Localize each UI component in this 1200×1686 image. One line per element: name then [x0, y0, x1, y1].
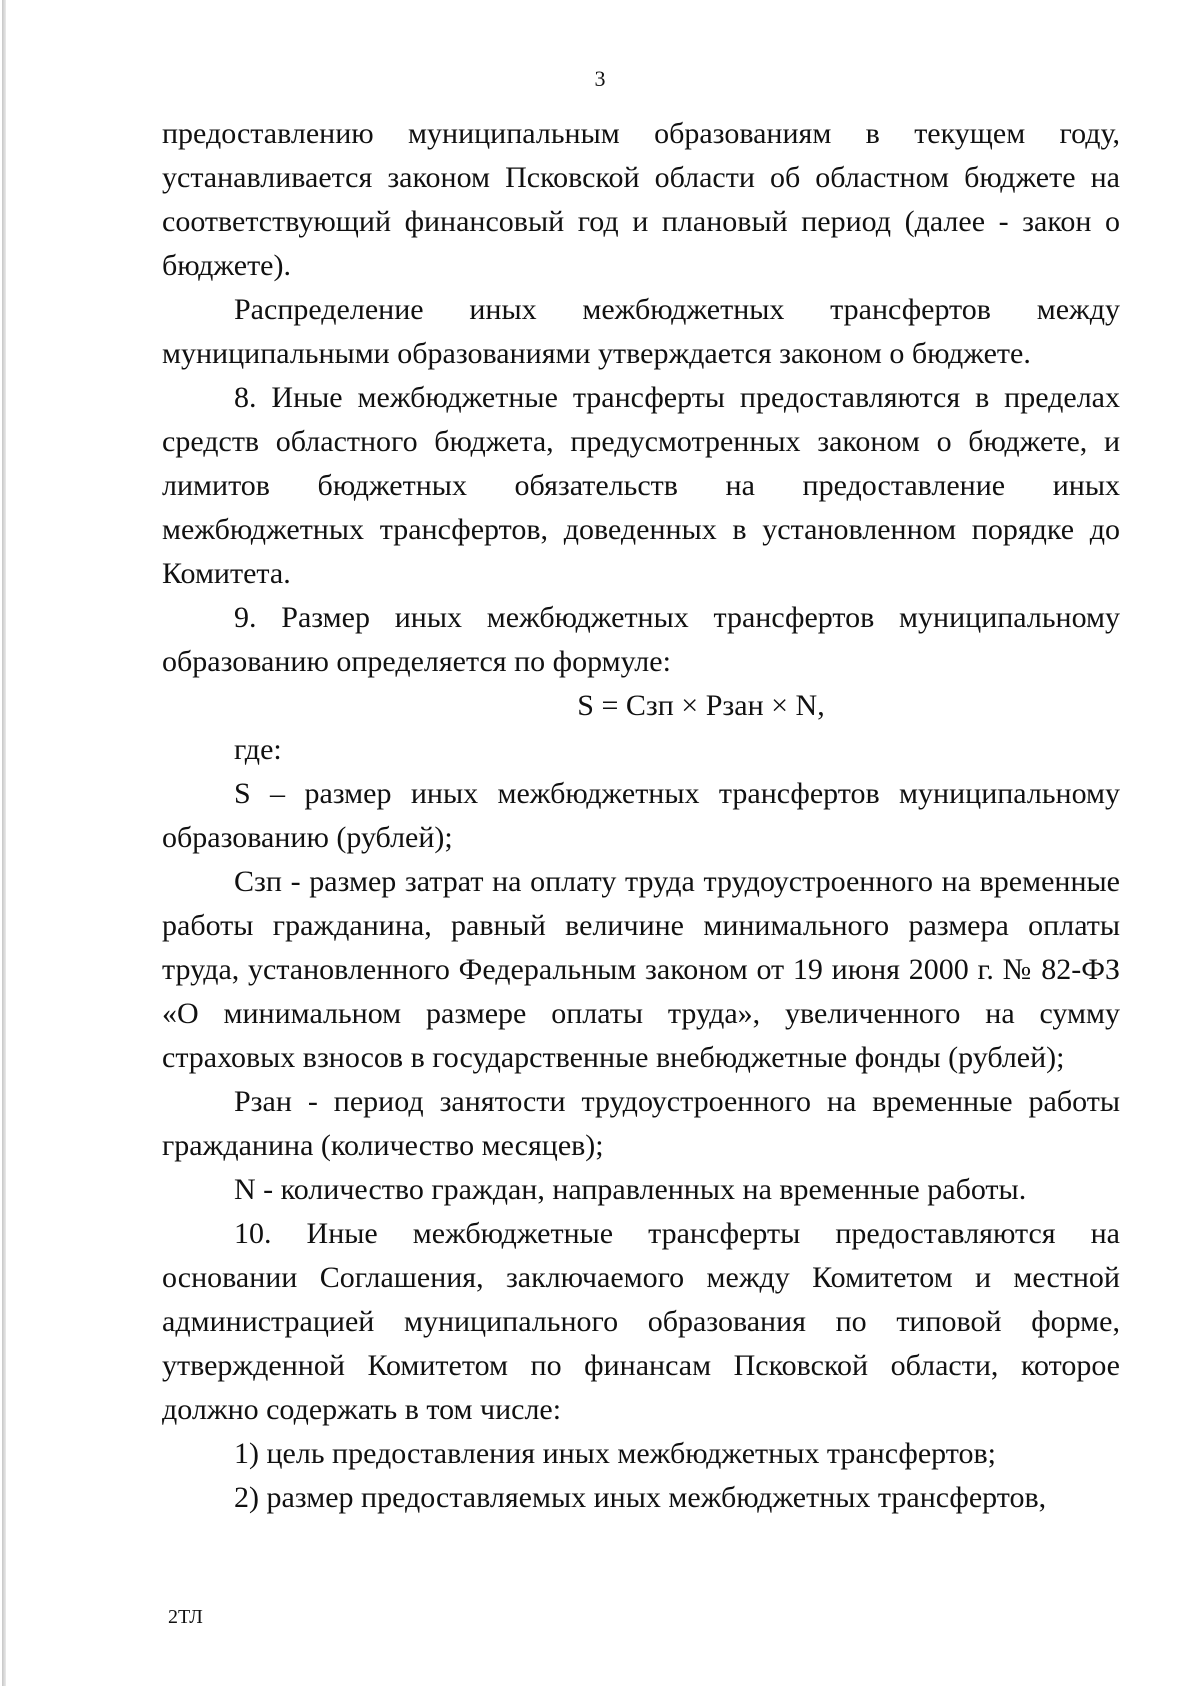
paragraph-continuation: предоставлению муниципальным образованиям в текущем году, устанавливается законом Псковской области об областном бюджете на соответствующий финансовый год и плановый период (далее - закон о бюджете). — [162, 117, 1120, 282]
definition-rzan: Рзан - период занятости трудоустроенного на временные работы гражданина (количество месяцев); — [162, 1085, 1120, 1162]
definition-s: S – размер иных межбюджетных трансфертов муниципальному образованию (рублей); — [162, 777, 1120, 854]
definition-szp: Сзп - размер затрат на оплату труда трудоустроенного на временные работы гражданина, равный величине минимального размера оплаты труда, установленного Федеральным законом от 19 июня 2000 г. № 82-ФЗ «О минимальном размере оплаты труда», увеличенного на сумму страховых взносов в государственные внебюджетные фонды (рублей); — [162, 865, 1120, 1074]
list-item-2: 2) размер предоставляемых иных межбюджетных трансфертов, — [234, 1481, 1047, 1514]
scan-edge — [2, 0, 6, 1686]
paragraph-item-8: 8. Иные межбюджетные трансферты предоставляются в пределах средств областного бюджета, предусмотренных законом о бюджете, и лимитов бюджетных обязательств на предоставление иных межбюджетных трансфертов, доведенных в установленном порядке до Комитета. — [162, 381, 1120, 590]
paragraph-item-10: 10. Иные межбюджетные трансферты предоставляются на основании Соглашения, заключаемого между Комитетом и местной администрацией муниципального образования по типовой форме, утвержденной Комитетом по финансам Псковской области, которое должно содержать в том числе: — [162, 1217, 1120, 1426]
paragraph-distribution: Распределение иных межбюджетных трансфертов между муниципальными образованиями утверждается законом о бюджете. — [162, 293, 1120, 370]
paragraph-where: где: — [234, 733, 282, 766]
formula: S = Сзп × Рзан × N, — [577, 689, 825, 722]
page-number: 3 — [594, 66, 606, 91]
document-body — [162, 112, 1120, 1520]
definition-n: N - количество граждан, направленных на временные работы. — [234, 1173, 1027, 1206]
footer-code: 2ТЛ — [168, 1606, 203, 1628]
list-item-1: 1) цель предоставления иных межбюджетных трансфертов; — [234, 1437, 996, 1470]
paragraph-item-9: 9. Размер иных межбюджетных трансфертов муниципальному образованию определяется по формуле: — [162, 601, 1120, 678]
